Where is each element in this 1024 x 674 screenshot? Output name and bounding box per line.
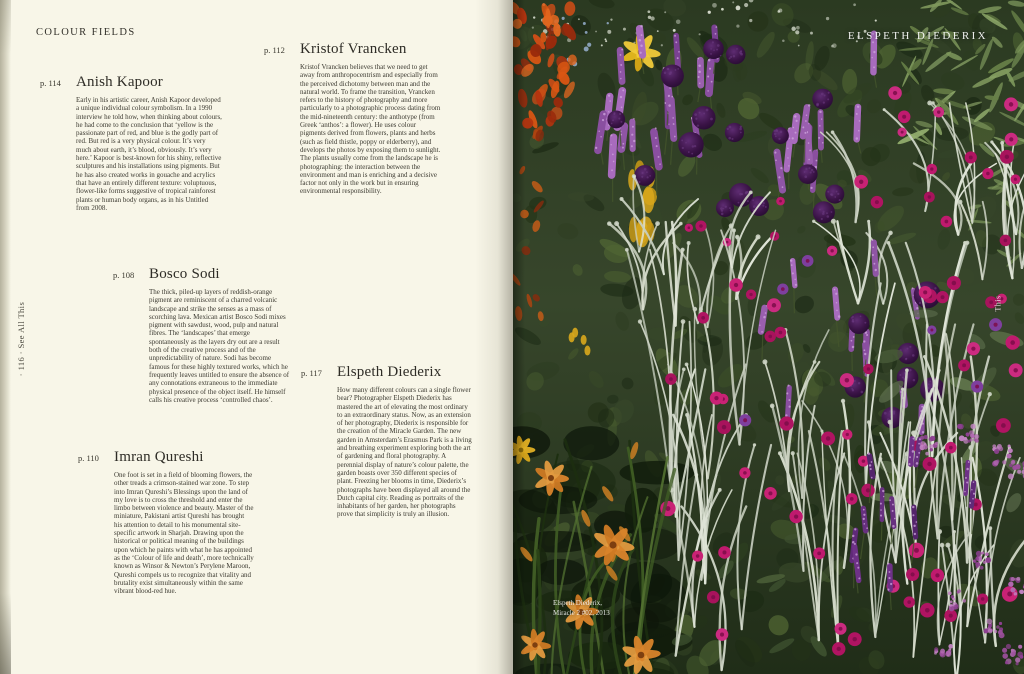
photo-caption-artist: Elspeth Diederix,: [553, 599, 602, 607]
artist-name: Anish Kapoor: [76, 74, 163, 90]
page-ref: p. 112: [264, 45, 285, 55]
artist-blurb: The thick, piled-up layers of reddish-orange pigment are reminiscent of a charred volcanic landscape and strike the senses as a mass of scorching lava. Mexican artist Bosco Sodi mixes pigment with sawdust, wood, pulp and natural fibres. The ‘landscapes’ that emerge spontaneously as the layers dry out are a result both of the creative process and of the unpredictability of nature. Sodi has become famous for these highly textured works, which he frequently leaves untitled to ensure the absence of any connotations extraneous to the immediate physical presence of the object itself. He himself calls his creative process ‘controlled chaos’.: [149, 288, 290, 404]
photo-artist-header: ELSPETH DIEDERIX: [847, 30, 988, 42]
artist-blurb: Kristof Vrancken believes that we need to get away from anthropocentrism and especially from the perceived dichotomy between man and the natural world. To frame the transition, Vrancken refers to the history of photography and more particularly to a photographic process dating from the mid-nineteenth century: the anthotype (from Greek ‘anthos’: a flower). He uses colour pigments derived from flowers, plants and herbs (such as field thistle, poppy or elderberry), and develops the photos by exposing them to sunlight. The plants usually come from the landscape he is photographing: the interaction between the environment and man is enriching and a decisive factor not only in the work but in ensuring environmental responsibility.: [300, 63, 441, 196]
gutter-shadow: [475, 0, 513, 674]
photo-caption: [553, 599, 610, 618]
entry-imran-qureshi: [78, 449, 254, 595]
entry-anish-kapoor: [40, 74, 222, 212]
artist-blurb: Early in his artistic career, Anish Kapoor developed a unique individual colour symbolism. In a 1990 interview he told how, when thinking about colours, he had come to the conclusion that ‘yellow is the passionate part of red, and blue is the godly part of red. But red is a very physical colour. It’s very much about earth, it’s blood, obviously. It’s very here.’ Kapoor is best-known for his shiny, reflective sculptures and his installations using pigments. But he has also created works in gouache and acrylics that have an entirely different texture: voluptuous, flower-like forms suggestive of tropical rainforest plants or human body organs, as in his Untitled from 2008.: [76, 96, 222, 212]
page-ref: p. 108: [113, 270, 135, 280]
right-page-photo: [513, 0, 1024, 674]
garden-photo-art: [513, 0, 1024, 674]
photo-gutter-shade: [513, 0, 525, 674]
artist-name: Imran Qureshi: [114, 449, 204, 465]
page-ref: p. 114: [40, 78, 61, 88]
section-title: COLOUR FIELDS: [36, 27, 136, 38]
left-margin-folio: · 116 · See All This: [16, 301, 26, 377]
photo-caption-title: Miracle 2 #02, 2013: [553, 608, 610, 617]
entry-kristof-vrancken: [264, 41, 442, 196]
artist-blurb: How many different colours can a single flower bear? Photographer Elspeth Diederix has mastered the art of elevating the most ordinary to an extraordinary status. Now, as an extension of her photography, Diederix is responsible for the creation of the Miracle Garden. The new garden in Amsterdam’s Erasmus Park is a living and breathing experiment exploring both the art of gardening and floral photography. A perennial display of nature’s colour palette, the garden boasts over 350 different species of plant. Freezing her blooms in time, Diederix’s photographs have been displayed all around the Dutch capital city. Reading as portraits of the inhabitants of her garden, her photographs prove that simplicity is truly an illusion.: [337, 386, 472, 519]
page-ref: p. 110: [78, 453, 99, 463]
artist-name: Kristof Vrancken: [300, 41, 407, 57]
right-margin-folio-fragment: This: [993, 295, 1003, 312]
artist-blurb: One foot is set in a field of blooming flowers, the other treads a crimson-stained war zone. To step into Imran Qureshi’s Blessings upon the land of my love is to cross the threshold and enter the limbo between violence and beauty. Master of the miniature, Pakistani artist Qureshi has brought his attention to detail to his monumental site-specific artwork in Sharjah. Drawing upon the historical or political meaning of the buildings upon which he paints with what he has appointed as the ‘Colour of life and death’, more technically known as Winsor & Newton’s Perylene Maroon, Qureshi compels us to recognize that vitality and brutality exist simultaneously within the same vibrant blood-red hue.: [114, 471, 254, 596]
page-ref: p. 117: [301, 368, 322, 378]
artist-name: Bosco Sodi: [149, 266, 220, 282]
page-edge-shade: [0, 0, 11, 674]
entry-elspeth-diederix: [301, 364, 473, 519]
artist-name: Elspeth Diederix: [337, 364, 442, 380]
entry-bosco-sodi: [113, 266, 291, 404]
